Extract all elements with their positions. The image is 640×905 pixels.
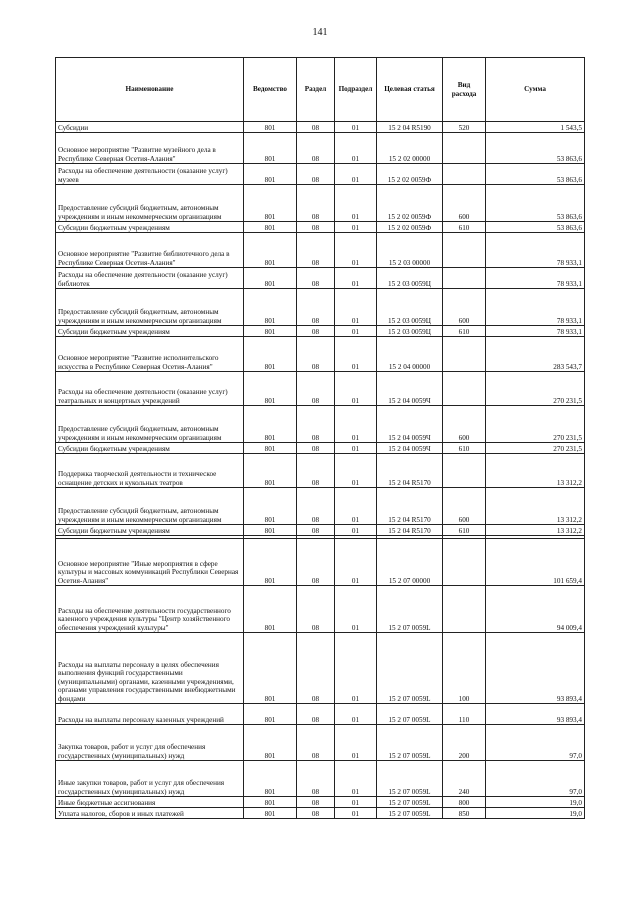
row-expense-type-cell <box>443 454 486 488</box>
row-podrazdel-cell: 01 <box>335 222 377 233</box>
row-sum-cell: 78 933,1 <box>486 289 585 326</box>
row-name-cell: Уплата налогов, сборов и иных платежей <box>56 808 244 819</box>
table-row <box>56 372 585 406</box>
table-row <box>56 443 585 454</box>
row-podrazdel-cell: 01 <box>335 797 377 808</box>
row-vedomstvo-cell: 801 <box>244 797 297 808</box>
table-row <box>56 539 585 586</box>
row-podrazdel-cell: 01 <box>335 725 377 761</box>
row-razdel-cell: 08 <box>297 725 335 761</box>
page-number: 141 <box>312 27 328 38</box>
row-razdel-cell: 08 <box>297 337 335 372</box>
row-sum-cell: 78 933,1 <box>486 268 585 289</box>
row-expense-type-cell <box>443 337 486 372</box>
row-expense-type-cell <box>443 539 486 586</box>
row-razdel-cell: 08 <box>297 164 335 185</box>
row-vedomstvo-cell: 801 <box>244 185 297 222</box>
row-expense-type-cell: 610 <box>443 525 486 536</box>
row-razdel-cell: 08 <box>297 222 335 233</box>
row-name-cell: Расходы на обеспечение деятельности (оказание услуг) музеев <box>56 164 244 185</box>
row-target-article-cell: 15 2 07 0059L <box>377 797 443 808</box>
row-podrazdel-cell: 01 <box>335 406 377 443</box>
row-expense-type-cell: 850 <box>443 808 486 819</box>
row-podrazdel-cell: 01 <box>335 454 377 488</box>
row-razdel-cell: 08 <box>297 704 335 725</box>
row-sum-cell: 78 933,1 <box>486 326 585 337</box>
row-expense-type-cell: 110 <box>443 704 486 725</box>
row-vedomstvo-cell: 801 <box>244 761 297 797</box>
row-name-cell: Расходы на обеспечение деятельности (оказание услуг) библиотек <box>56 268 244 289</box>
row-sum-cell: 13 312,2 <box>486 488 585 525</box>
row-target-article-cell: 15 2 03 00000 <box>377 233 443 268</box>
row-razdel-cell: 08 <box>297 488 335 525</box>
row-podrazdel-cell: 01 <box>335 337 377 372</box>
row-name-cell: Субсидии <box>56 122 244 133</box>
row-razdel-cell: 08 <box>297 797 335 808</box>
row-sum-cell: 283 543,7 <box>486 337 585 372</box>
row-expense-type-cell: 610 <box>443 443 486 454</box>
row-podrazdel-cell: 01 <box>335 525 377 536</box>
header-name: Наименование <box>56 58 244 122</box>
row-podrazdel-cell: 01 <box>335 233 377 268</box>
row-podrazdel-cell: 01 <box>335 443 377 454</box>
row-vedomstvo-cell: 801 <box>244 289 297 326</box>
row-name-cell: Основное мероприятие "Развитие библиотечного дела в Республике Северная Осетия-Алания" <box>56 233 244 268</box>
header-target-article: Целевая статья <box>377 58 443 122</box>
row-target-article-cell: 15 2 02 0059Ф <box>377 222 443 233</box>
row-podrazdel-cell: 01 <box>335 488 377 525</box>
row-expense-type-cell: 610 <box>443 326 486 337</box>
row-expense-type-cell: 610 <box>443 222 486 233</box>
row-target-article-cell: 15 2 07 0059L <box>377 761 443 797</box>
row-sum-cell: 97,0 <box>486 761 585 797</box>
row-expense-type-cell <box>443 233 486 268</box>
table-body <box>56 122 585 819</box>
row-vedomstvo-cell: 801 <box>244 164 297 185</box>
row-target-article-cell: 15 2 04 R5170 <box>377 454 443 488</box>
header-expense-type: Вид расхода <box>443 58 486 122</box>
row-sum-cell: 270 231,5 <box>486 372 585 406</box>
row-podrazdel-cell: 01 <box>335 289 377 326</box>
row-target-article-cell: 15 2 07 00000 <box>377 539 443 586</box>
row-expense-type-cell: 520 <box>443 122 486 133</box>
row-sum-cell: 93 893,4 <box>486 633 585 704</box>
table-row <box>56 337 585 372</box>
row-name-cell: Иные бюджетные ассигнования <box>56 797 244 808</box>
row-target-article-cell: 15 2 07 0059L <box>377 808 443 819</box>
row-expense-type-cell: 600 <box>443 289 486 326</box>
row-podrazdel-cell: 01 <box>335 539 377 586</box>
row-razdel-cell: 08 <box>297 443 335 454</box>
row-name-cell: Основное мероприятие "Развитие исполнительского искусства в Республике Северная Осетия-Алания" <box>56 337 244 372</box>
row-expense-type-cell: 800 <box>443 797 486 808</box>
row-sum-cell: 13 312,2 <box>486 454 585 488</box>
row-razdel-cell: 08 <box>297 525 335 536</box>
table-row <box>56 797 585 808</box>
row-sum-cell: 94 009,4 <box>486 586 585 633</box>
row-name-cell: Расходы на выплаты персоналу казенных учреждений <box>56 704 244 725</box>
row-expense-type-cell: 600 <box>443 406 486 443</box>
table-header-row <box>56 58 585 122</box>
row-vedomstvo-cell: 801 <box>244 406 297 443</box>
row-name-cell: Предоставление субсидий бюджетным, автономным учреждениям и иным некоммерческим организациям <box>56 185 244 222</box>
row-vedomstvo-cell: 801 <box>244 233 297 268</box>
row-vedomstvo-cell: 801 <box>244 326 297 337</box>
table-row <box>56 122 585 133</box>
row-razdel-cell: 08 <box>297 122 335 133</box>
row-vedomstvo-cell: 801 <box>244 539 297 586</box>
table-row <box>56 406 585 443</box>
row-expense-type-cell: 200 <box>443 725 486 761</box>
row-name-cell: Субсидии бюджетным учреждениям <box>56 326 244 337</box>
table-row <box>56 725 585 761</box>
row-target-article-cell: 15 2 04 R5170 <box>377 525 443 536</box>
table-row <box>56 164 585 185</box>
row-sum-cell: 19,0 <box>486 808 585 819</box>
row-razdel-cell: 08 <box>297 406 335 443</box>
row-expense-type-cell <box>443 586 486 633</box>
header-podrazdel: Подраздел <box>335 58 377 122</box>
row-razdel-cell: 08 <box>297 289 335 326</box>
row-vedomstvo-cell: 801 <box>244 725 297 761</box>
row-target-article-cell: 15 2 04 00000 <box>377 337 443 372</box>
row-podrazdel-cell: 01 <box>335 586 377 633</box>
row-name-cell: Расходы на обеспечение деятельности государственного казенного учреждения культуры "Центр хозяйственного обеспечения учреждений культуры" <box>56 586 244 633</box>
row-vedomstvo-cell: 801 <box>244 133 297 164</box>
row-name-cell: Субсидии бюджетным учреждениям <box>56 222 244 233</box>
row-expense-type-cell: 600 <box>443 488 486 525</box>
row-razdel-cell: 08 <box>297 808 335 819</box>
row-razdel-cell: 08 <box>297 233 335 268</box>
row-target-article-cell: 15 2 04 R5170 <box>377 488 443 525</box>
table-row <box>56 133 585 164</box>
table-row <box>56 233 585 268</box>
row-sum-cell: 19,0 <box>486 797 585 808</box>
table-row <box>56 633 585 704</box>
row-target-article-cell: 15 2 07 0059L <box>377 586 443 633</box>
table-row <box>56 586 585 633</box>
row-vedomstvo-cell: 801 <box>244 222 297 233</box>
row-razdel-cell: 08 <box>297 454 335 488</box>
row-name-cell: Расходы на обеспечение деятельности (оказание услуг) театральных и концертных учреждений <box>56 372 244 406</box>
row-vedomstvo-cell: 801 <box>244 525 297 536</box>
row-razdel-cell: 08 <box>297 539 335 586</box>
table-row <box>56 488 585 525</box>
row-sum-cell: 53 863,6 <box>486 222 585 233</box>
row-razdel-cell: 08 <box>297 586 335 633</box>
row-vedomstvo-cell: 801 <box>244 454 297 488</box>
table-row <box>56 326 585 337</box>
row-sum-cell: 1 543,5 <box>486 122 585 133</box>
row-podrazdel-cell: 01 <box>335 633 377 704</box>
header-sum: Сумма <box>486 58 585 122</box>
row-sum-cell: 78 933,1 <box>486 233 585 268</box>
row-podrazdel-cell: 01 <box>335 164 377 185</box>
table-row <box>56 268 585 289</box>
row-name-cell: Предоставление субсидий бюджетным, автономным учреждениям и иным некоммерческим организациям <box>56 406 244 443</box>
row-name-cell: Основное мероприятие "Иные мероприятия в сфере культуры и массовых коммуникаций Республики Северная Осетия-Алания" <box>56 539 244 586</box>
row-podrazdel-cell: 01 <box>335 122 377 133</box>
row-podrazdel-cell: 01 <box>335 133 377 164</box>
table-row <box>56 185 585 222</box>
row-name-cell: Предоставление субсидий бюджетным, автономным учреждениям и иным некоммерческим организациям <box>56 488 244 525</box>
row-podrazdel-cell: 01 <box>335 704 377 725</box>
row-sum-cell: 53 863,6 <box>486 185 585 222</box>
table-row <box>56 289 585 326</box>
row-expense-type-cell <box>443 268 486 289</box>
row-expense-type-cell <box>443 372 486 406</box>
row-razdel-cell: 08 <box>297 268 335 289</box>
row-vedomstvo-cell: 801 <box>244 586 297 633</box>
row-sum-cell: 270 231,5 <box>486 443 585 454</box>
row-sum-cell: 53 863,6 <box>486 133 585 164</box>
row-razdel-cell: 08 <box>297 761 335 797</box>
row-target-article-cell: 15 2 04 0059Ч <box>377 443 443 454</box>
row-sum-cell: 53 863,6 <box>486 164 585 185</box>
row-expense-type-cell <box>443 164 486 185</box>
row-vedomstvo-cell: 801 <box>244 372 297 406</box>
row-podrazdel-cell: 01 <box>335 185 377 222</box>
row-target-article-cell: 15 2 04 R5190 <box>377 122 443 133</box>
row-razdel-cell: 08 <box>297 633 335 704</box>
row-podrazdel-cell: 01 <box>335 372 377 406</box>
row-target-article-cell: 15 2 02 0059Ф <box>377 185 443 222</box>
row-expense-type-cell <box>443 133 486 164</box>
row-vedomstvo-cell: 801 <box>244 122 297 133</box>
row-razdel-cell: 08 <box>297 326 335 337</box>
row-target-article-cell: 15 2 04 0059Ч <box>377 406 443 443</box>
row-name-cell: Иные закупки товаров, работ и услуг для обеспечения государственных (муниципальных) нужд <box>56 761 244 797</box>
row-vedomstvo-cell: 801 <box>244 488 297 525</box>
row-target-article-cell: 15 2 04 0059Ч <box>377 372 443 406</box>
table-row <box>56 704 585 725</box>
row-expense-type-cell: 240 <box>443 761 486 797</box>
table-row <box>56 808 585 819</box>
row-name-cell: Поддержка творческой деятельности и техническое оснащение детских и кукольных театров <box>56 454 244 488</box>
row-razdel-cell: 08 <box>297 372 335 406</box>
row-name-cell: Предоставление субсидий бюджетным, автономным учреждениям и иным некоммерческим организациям <box>56 289 244 326</box>
row-podrazdel-cell: 01 <box>335 808 377 819</box>
row-podrazdel-cell: 01 <box>335 326 377 337</box>
row-podrazdel-cell: 01 <box>335 268 377 289</box>
row-target-article-cell: 15 2 02 0059Ф <box>377 164 443 185</box>
row-vedomstvo-cell: 801 <box>244 633 297 704</box>
table-row <box>56 761 585 797</box>
row-target-article-cell: 15 2 07 0059L <box>377 704 443 725</box>
row-target-article-cell: 15 2 03 0059Ц <box>377 326 443 337</box>
row-podrazdel-cell: 01 <box>335 761 377 797</box>
row-razdel-cell: 08 <box>297 133 335 164</box>
row-expense-type-cell: 600 <box>443 185 486 222</box>
row-sum-cell: 13 312,2 <box>486 525 585 536</box>
row-target-article-cell: 15 2 02 00000 <box>377 133 443 164</box>
table-row <box>56 222 585 233</box>
row-name-cell: Закупка товаров, работ и услуг для обеспечения государственных (муниципальных) нужд <box>56 725 244 761</box>
row-name-cell: Субсидии бюджетным учреждениям <box>56 525 244 536</box>
row-target-article-cell: 15 2 03 0059Ц <box>377 268 443 289</box>
row-name-cell: Основное мероприятие "Развитие музейного дела в Республике Северная Осетия-Алания" <box>56 133 244 164</box>
row-sum-cell: 101 659,4 <box>486 539 585 586</box>
row-name-cell: Расходы на выплаты персоналу в целях обеспечения выполнения функций государственными (муниципальными) органами, казенными учреждениями, органами управления государственными внебюджетными фондами <box>56 633 244 704</box>
row-target-article-cell: 15 2 07 0059L <box>377 633 443 704</box>
row-target-article-cell: 15 2 03 0059Ц <box>377 289 443 326</box>
row-vedomstvo-cell: 801 <box>244 808 297 819</box>
row-vedomstvo-cell: 801 <box>244 337 297 372</box>
table-row <box>56 525 585 536</box>
header-razdel: Раздел <box>297 58 335 122</box>
row-sum-cell: 93 893,4 <box>486 704 585 725</box>
row-vedomstvo-cell: 801 <box>244 443 297 454</box>
row-expense-type-cell: 100 <box>443 633 486 704</box>
table-row <box>56 454 585 488</box>
budget-table <box>55 57 585 819</box>
row-sum-cell: 270 231,5 <box>486 406 585 443</box>
row-vedomstvo-cell: 801 <box>244 704 297 725</box>
row-target-article-cell: 15 2 07 0059L <box>377 725 443 761</box>
row-name-cell: Субсидии бюджетным учреждениям <box>56 443 244 454</box>
header-vedomstvo: Ведомство <box>244 58 297 122</box>
row-sum-cell: 97,0 <box>486 725 585 761</box>
row-razdel-cell: 08 <box>297 185 335 222</box>
row-vedomstvo-cell: 801 <box>244 268 297 289</box>
